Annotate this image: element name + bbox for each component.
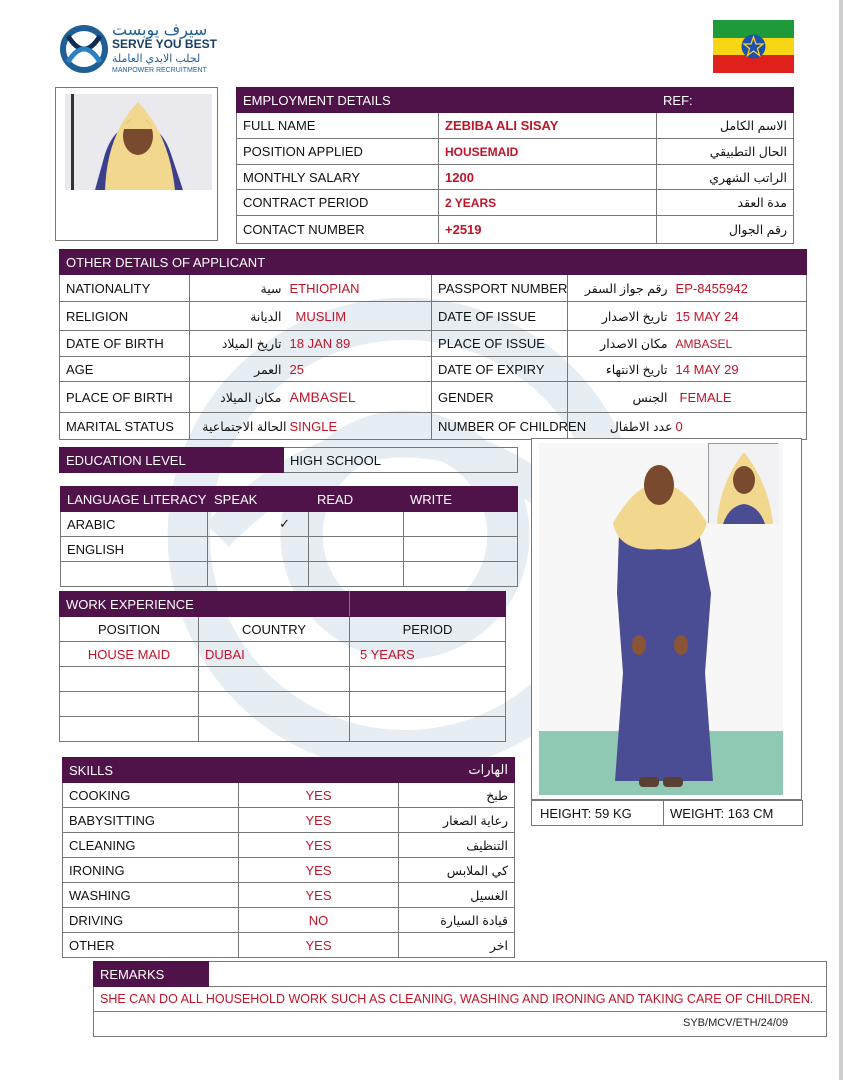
contract-value: 2 YEARS bbox=[439, 190, 657, 216]
table-row bbox=[60, 331, 807, 357]
measurements-table bbox=[531, 800, 803, 826]
table-row bbox=[237, 113, 794, 139]
other-details-table bbox=[59, 249, 807, 440]
table-row bbox=[61, 537, 518, 562]
skill-name: DRIVING bbox=[63, 908, 239, 933]
field-label: DATE OF ISSUE bbox=[432, 302, 568, 331]
religion-value: MUSLIM bbox=[288, 302, 432, 331]
expiry-date-value: 14 MAY 29 bbox=[674, 357, 807, 382]
skill-name: COOKING bbox=[63, 783, 239, 808]
skill-name: IRONING bbox=[63, 858, 239, 883]
other-details-header-row bbox=[60, 250, 807, 275]
field-label: CONTACT NUMBER bbox=[237, 216, 439, 244]
skill-value: YES bbox=[239, 858, 399, 883]
empty-cell bbox=[350, 717, 506, 742]
work-country: DUBAI bbox=[199, 642, 350, 667]
field-label: PLACE OF ISSUE bbox=[432, 331, 568, 357]
work-header-row bbox=[60, 592, 506, 617]
field-label: MARITAL STATUS bbox=[60, 413, 190, 440]
read-cell bbox=[309, 537, 404, 562]
arabic-label: الراتب الشهري bbox=[657, 165, 794, 190]
table-row bbox=[63, 858, 515, 883]
table-row bbox=[63, 808, 515, 833]
logo-english-name: SERVE YOU BEST bbox=[112, 37, 217, 51]
field-label: MONTHLY SALARY bbox=[237, 165, 439, 190]
skill-name: WASHING bbox=[63, 883, 239, 908]
table-row bbox=[94, 962, 827, 987]
marital-status-value: SINGLE bbox=[288, 413, 432, 440]
field-label: RELIGION bbox=[60, 302, 190, 331]
empty-cell bbox=[350, 692, 506, 717]
language-name: ENGLISH bbox=[61, 537, 208, 562]
contact-value: +2519 bbox=[439, 216, 657, 244]
arabic-label: تاريخ الانتهاء bbox=[568, 357, 674, 382]
read-header: READ bbox=[309, 487, 404, 512]
employment-header-row bbox=[237, 88, 794, 113]
skills-header-row bbox=[63, 758, 515, 783]
position-column: POSITION bbox=[60, 617, 199, 642]
arabic-label: الحال التطبيقي bbox=[657, 139, 794, 165]
field-label: GENDER bbox=[432, 382, 568, 413]
header-filler bbox=[432, 250, 807, 275]
logo-arabic-name: سيرف يوبست bbox=[112, 22, 208, 39]
arabic-label: مدة العقد bbox=[657, 190, 794, 216]
skill-value: NO bbox=[239, 908, 399, 933]
arabic-label: رقم الجوال bbox=[657, 216, 794, 244]
table-row bbox=[60, 448, 518, 473]
table-row bbox=[60, 667, 506, 692]
position-value: HOUSEMAID bbox=[439, 139, 657, 165]
other-details-header: OTHER DETAILS OF APPLICANT bbox=[60, 250, 432, 275]
table-row bbox=[63, 883, 515, 908]
skill-value: YES bbox=[239, 783, 399, 808]
birth-place-value: AMBASEL bbox=[288, 382, 432, 413]
table-row bbox=[237, 139, 794, 165]
arabic-label: مكان الاصدار bbox=[568, 331, 674, 357]
skill-arabic: طبخ bbox=[399, 783, 515, 808]
serve-you-best-logo-icon bbox=[58, 22, 110, 76]
ref-label: REF: bbox=[657, 88, 794, 113]
empty-cell bbox=[199, 692, 350, 717]
write-cell bbox=[404, 512, 518, 537]
empty-cell bbox=[60, 667, 199, 692]
weight-value: WEIGHT: 163 CM bbox=[664, 801, 803, 826]
language-header: LANGUAGE LITERACY bbox=[61, 487, 208, 512]
skill-arabic: كي الملابس bbox=[399, 858, 515, 883]
skill-name: OTHER bbox=[63, 933, 239, 958]
field-label: PASSPORT NUMBER bbox=[432, 275, 568, 302]
empty-cell bbox=[199, 717, 350, 742]
empty-cell bbox=[61, 562, 208, 587]
passport-value: EP-8455942 bbox=[674, 275, 807, 302]
remarks-header: REMARKS bbox=[94, 962, 209, 987]
table-row bbox=[237, 165, 794, 190]
arabic-label: تاريخ الميلاد bbox=[190, 331, 288, 357]
read-cell bbox=[309, 512, 404, 537]
speak-cell bbox=[208, 537, 309, 562]
table-row bbox=[237, 190, 794, 216]
arabic-label: سية bbox=[190, 275, 288, 302]
work-period: 5 YEARS bbox=[350, 642, 506, 667]
employment-header: EMPLOYMENT DETAILS bbox=[237, 88, 657, 113]
logo-english-tagline: MANPOWER RECRUITMENT bbox=[112, 67, 207, 74]
page-edge bbox=[839, 0, 843, 1080]
empty-cell bbox=[208, 562, 309, 587]
empty-cell bbox=[309, 562, 404, 587]
table-row bbox=[63, 833, 515, 858]
field-label: DATE OF BIRTH bbox=[60, 331, 190, 357]
work-position: HOUSE MAID bbox=[60, 642, 199, 667]
table-row bbox=[60, 717, 506, 742]
language-table bbox=[60, 486, 518, 587]
skill-value: YES bbox=[239, 883, 399, 908]
table-row bbox=[60, 692, 506, 717]
table-row bbox=[61, 512, 518, 537]
work-experience-header: WORK EXPERIENCE bbox=[60, 592, 350, 617]
skills-table bbox=[62, 757, 515, 958]
empty-cell bbox=[350, 667, 506, 692]
write-cell bbox=[404, 537, 518, 562]
portrait-photo bbox=[65, 94, 212, 190]
arabic-label: الاسم الكامل bbox=[657, 113, 794, 139]
table-row bbox=[63, 933, 515, 958]
portrait-photo-frame bbox=[55, 87, 218, 241]
arabic-label: الجنس bbox=[568, 382, 674, 413]
empty-cell bbox=[404, 562, 518, 587]
empty-cell bbox=[199, 667, 350, 692]
table-row bbox=[532, 801, 803, 826]
table-row bbox=[63, 908, 515, 933]
skill-name: BABYSITTING bbox=[63, 808, 239, 833]
arabic-label: الحالة الاجتماعية bbox=[190, 413, 288, 440]
age-value: 25 bbox=[288, 357, 432, 382]
table-row bbox=[94, 987, 827, 1012]
language-header-row bbox=[61, 487, 518, 512]
field-label: NUMBER OF CHILDREN bbox=[432, 413, 568, 440]
skills-header-arabic: الهارات bbox=[399, 758, 515, 783]
arabic-label: الديانة bbox=[190, 302, 288, 331]
education-table bbox=[59, 447, 518, 473]
skill-arabic: رعاية الصغار bbox=[399, 808, 515, 833]
small-portrait-photo bbox=[708, 443, 778, 523]
table-row bbox=[60, 302, 807, 331]
table-row bbox=[63, 783, 515, 808]
skill-arabic: الغسيل bbox=[399, 883, 515, 908]
full-name-value: ZEBIBA ALI SISAY bbox=[439, 113, 657, 139]
logo-arabic-tagline: لجلب الايدي العاملة bbox=[112, 53, 201, 65]
arabic-label: مكان الميلاد bbox=[190, 382, 288, 413]
skill-name: CLEANING bbox=[63, 833, 239, 858]
skills-header: SKILLS bbox=[63, 758, 399, 783]
skill-value: YES bbox=[239, 833, 399, 858]
work-experience-table bbox=[59, 591, 506, 742]
skill-arabic: التنظيف bbox=[399, 833, 515, 858]
education-value: HIGH SCHOOL bbox=[284, 448, 518, 473]
children-value: 0 bbox=[674, 413, 807, 440]
write-header: WRITE bbox=[404, 487, 518, 512]
table-row bbox=[60, 382, 807, 413]
field-label: POSITION APPLIED bbox=[237, 139, 439, 165]
skill-value: YES bbox=[239, 933, 399, 958]
arabic-label: رقم جواز السفر bbox=[568, 275, 674, 302]
footer-code: SYB/MCV/ETH/24/09 bbox=[683, 1017, 789, 1029]
table-row bbox=[60, 617, 506, 642]
issue-date-value: 15 MAY 24 bbox=[674, 302, 807, 331]
employment-details-table bbox=[236, 87, 794, 244]
full-body-photo-frame bbox=[531, 438, 802, 800]
remarks-text: SHE CAN DO ALL HOUSEHOLD WORK SUCH AS CLEANING, WASHING AND IRONING AND TAKING CARE OF CHILDREN. bbox=[94, 987, 827, 1012]
issue-place-value: AMBASEL bbox=[674, 331, 807, 357]
skill-arabic: اخر bbox=[399, 933, 515, 958]
empty-cell bbox=[60, 717, 199, 742]
period-column: PERIOD bbox=[350, 617, 506, 642]
salary-value: 1200 bbox=[439, 165, 657, 190]
arabic-label: تاريخ الاصدار bbox=[568, 302, 674, 331]
field-label: PLACE OF BIRTH bbox=[60, 382, 190, 413]
field-label: AGE bbox=[60, 357, 190, 382]
height-value: HEIGHT: 59 KG bbox=[532, 801, 664, 826]
empty-cell bbox=[60, 692, 199, 717]
table-row bbox=[61, 562, 518, 587]
header-filler bbox=[209, 962, 827, 987]
nationality-value: ETHIOPIAN bbox=[288, 275, 432, 302]
speak-header: SPEAK bbox=[208, 487, 309, 512]
field-label: NATIONALITY bbox=[60, 275, 190, 302]
ethiopia-flag-icon bbox=[713, 20, 794, 73]
arabic-label: عدد الاطفال bbox=[568, 413, 674, 440]
skill-arabic: قيادة السيارة bbox=[399, 908, 515, 933]
gender-value: FEMALE bbox=[674, 382, 807, 413]
field-label: DATE OF EXPIRY bbox=[432, 357, 568, 382]
skill-value: YES bbox=[239, 808, 399, 833]
education-label: EDUCATION LEVEL bbox=[60, 448, 284, 473]
header-filler bbox=[350, 592, 506, 617]
table-row bbox=[60, 357, 807, 382]
field-label: CONTRACT PERIOD bbox=[237, 190, 439, 216]
checkmark-icon: ✓ bbox=[208, 512, 309, 537]
table-row bbox=[60, 413, 807, 440]
birth-date-value: 18 JAN 89 bbox=[288, 331, 432, 357]
country-column: COUNTRY bbox=[199, 617, 350, 642]
table-row bbox=[60, 275, 807, 302]
table-row bbox=[60, 642, 506, 667]
arabic-label: العمر bbox=[190, 357, 288, 382]
field-label: FULL NAME bbox=[237, 113, 439, 139]
language-name: ARABIC bbox=[61, 512, 208, 537]
table-row bbox=[237, 216, 794, 244]
